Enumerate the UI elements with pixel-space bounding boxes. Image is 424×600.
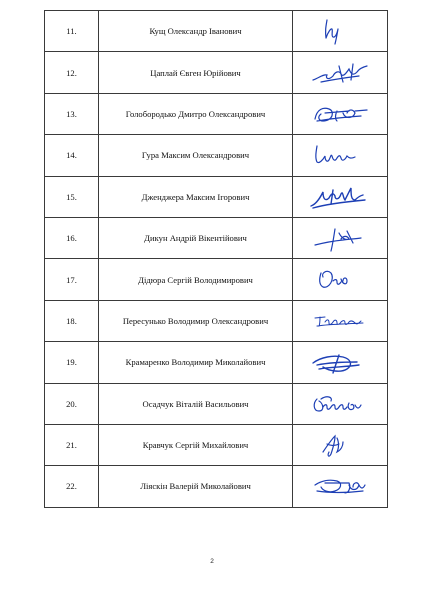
row-number: 19.	[45, 342, 99, 383]
row-number: 14.	[45, 135, 99, 176]
row-number: 16.	[45, 217, 99, 258]
row-number: 20.	[45, 383, 99, 424]
table-row	[45, 259, 388, 300]
signature-cell	[293, 259, 388, 300]
row-number: 17.	[45, 259, 99, 300]
signature-cell	[293, 135, 388, 176]
table-row	[45, 466, 388, 507]
signature-icon	[309, 58, 371, 88]
signature-icon	[309, 347, 371, 377]
table-row	[45, 300, 388, 341]
signature-icon	[309, 306, 371, 336]
signature-icon	[309, 430, 371, 460]
signature-cell	[293, 176, 388, 217]
person-name: Крамаренко Володимир Миколайович	[99, 342, 293, 383]
person-name: Дикун Андрій Вікентійович	[99, 217, 293, 258]
table-row	[45, 135, 388, 176]
signature-cell	[293, 217, 388, 258]
person-name: Кравчук Сергій Михайлович	[99, 424, 293, 465]
signature-icon	[309, 223, 371, 253]
row-number: 11.	[45, 11, 99, 52]
table-row	[45, 383, 388, 424]
page-number: 2	[210, 558, 214, 565]
table-row	[45, 217, 388, 258]
signature-cell	[293, 342, 388, 383]
person-name: Ліяскін Валерій Миколайович	[99, 466, 293, 507]
person-name: Дженджера Максим Ігорович	[99, 176, 293, 217]
table-row	[45, 93, 388, 134]
person-name: Цаплай Євген Юрійович	[99, 52, 293, 93]
person-name: Гура Максим Олександрович	[99, 135, 293, 176]
row-number: 12.	[45, 52, 99, 93]
signature-icon	[309, 389, 371, 419]
signature-cell	[293, 466, 388, 507]
signature-cell	[293, 424, 388, 465]
row-number: 15.	[45, 176, 99, 217]
signature-icon	[309, 16, 371, 46]
signature-table	[44, 10, 388, 508]
row-number: 13.	[45, 93, 99, 134]
person-name: Дідюра Сергій Володимирович	[99, 259, 293, 300]
signature-icon	[309, 99, 371, 129]
signature-icon	[309, 265, 371, 295]
person-name: Кущ Олександр Іванович	[99, 11, 293, 52]
table-row	[45, 52, 388, 93]
person-name: Голобородько Дмитро Олександрович	[99, 93, 293, 134]
row-number: 18.	[45, 300, 99, 341]
table-row	[45, 176, 388, 217]
person-name: Осадчук Віталій Васильович	[99, 383, 293, 424]
signature-icon	[309, 140, 371, 170]
table-row	[45, 342, 388, 383]
signature-cell	[293, 93, 388, 134]
row-number: 21.	[45, 424, 99, 465]
signature-icon	[309, 471, 371, 501]
row-number: 22.	[45, 466, 99, 507]
signature-cell	[293, 11, 388, 52]
signature-cell	[293, 300, 388, 341]
signature-cell	[293, 52, 388, 93]
signature-icon	[309, 182, 371, 212]
person-name: Пересунько Володимир Олександрович	[99, 300, 293, 341]
signature-cell	[293, 383, 388, 424]
table-row	[45, 424, 388, 465]
table-row	[45, 11, 388, 52]
